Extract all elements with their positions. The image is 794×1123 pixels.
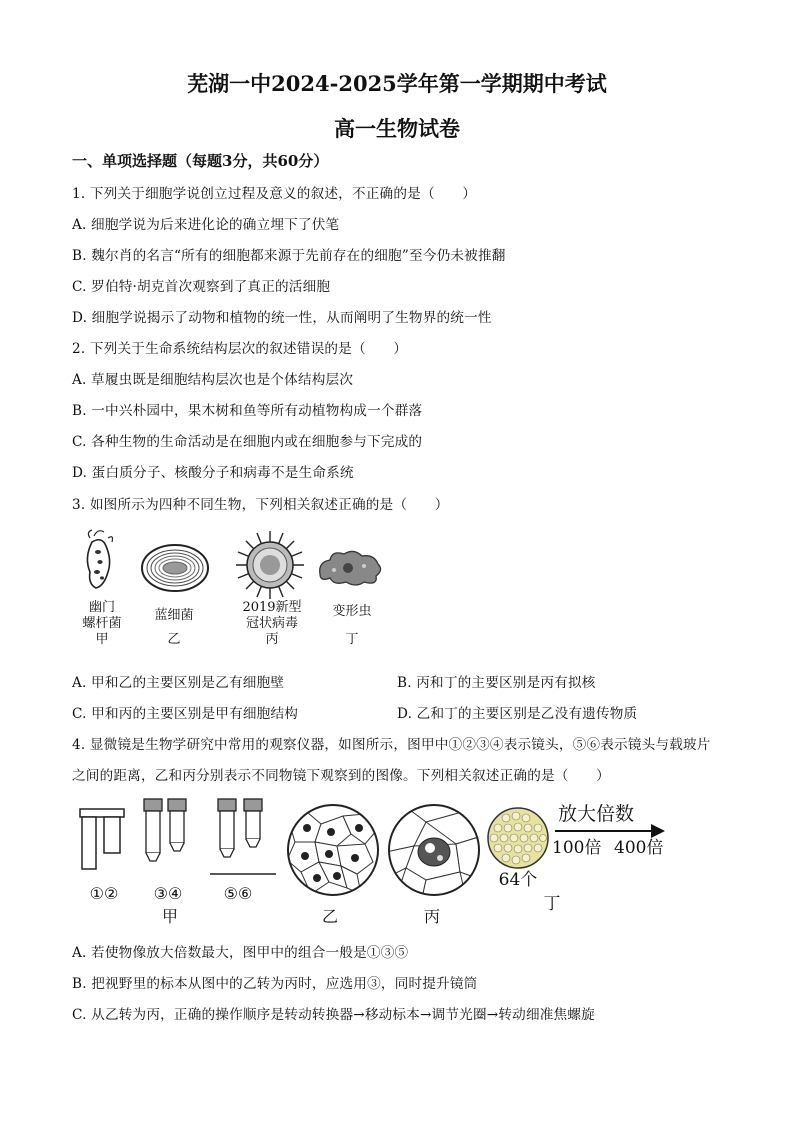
organism-tag: 丙 [265, 632, 279, 647]
q1-option-c: C. 罗伯特·胡克首次观察到了真正的活细胞 [72, 279, 331, 295]
organism-name: 蓝细菌 [154, 608, 194, 623]
q1-option-b: B. 魏尔肖的名言“所有的细胞都来源于先前存在的细胞”至今仍未被推翻 [72, 248, 506, 264]
q3-option-c: C. 甲和丙的主要区别是甲有细胞结构 [72, 706, 299, 722]
lens-distance-illustration [208, 797, 278, 879]
organism-name: 变形虫 [332, 604, 372, 619]
q1-option-a: A. 细胞学说为后来进化论的确立埋下了伏笔 [72, 217, 340, 233]
exam-subtitle: 高一生物试卷 [334, 116, 460, 141]
q1-stem: 1. 下列关于细胞学说创立过程及意义的叙述，不正确的是（ ） [72, 186, 477, 202]
magnification-low: 100倍 [552, 838, 602, 858]
magnification-title: 放大倍数 [558, 803, 635, 825]
exam-title: 芜湖一中2024-2025学年第一学期期中考试 [187, 71, 607, 96]
organism-tag: 乙 [167, 632, 181, 647]
figure-ding-label: 丁 [543, 894, 561, 914]
lens-label-56: ⑤⑥ [223, 884, 253, 903]
q2-option-b: B. 一中兴朴园中，果木树和鱼等所有动植物构成一个群落 [72, 403, 423, 419]
cell-count-label: 64个 [498, 870, 538, 890]
amoeba-illustration [316, 548, 384, 588]
q1-option-d: D. 细胞学说揭示了动物和植物的统一性，从而阐明了生物界的统一性 [72, 310, 492, 326]
q3-option-a: A. 甲和乙的主要区别是乙有细胞壁 [72, 675, 285, 691]
cyanobacteria-illustration [140, 543, 210, 593]
organism-name: 幽门 [88, 600, 115, 615]
q2-option-a: A. 草履虫既是细胞结构层次也是个体结构层次 [72, 372, 354, 388]
eyepiece-lenses-illustration [78, 805, 128, 871]
q2-option-c: C. 各种生物的生命活动是在细胞内或在细胞参与下完成的 [72, 434, 423, 450]
q4-option-a: A. 若使物像放大倍数最大，图甲中的组合一般是①③⑤ [72, 945, 409, 961]
coronavirus-illustration [234, 529, 306, 601]
organism-ding-label [322, 604, 382, 648]
field-bing-illustration [386, 802, 482, 898]
q4-option-c: C. 从乙转为丙，正确的操作顺序是转动转换器→移动标本→调节光圈→转动细准焦螺旋 [72, 1007, 595, 1023]
figure-bing-label: 丙 [423, 907, 440, 926]
q4-stem-line1: 4. 显微镜是生物学研究中常用的观察仪器，如图所示，图甲中①②③④表示镜头，⑤⑥表示镜头与载玻片 [72, 737, 711, 753]
q3-stem: 3. 如图所示为四种不同生物，下列相关叙述正确的是（ ） [72, 497, 449, 513]
magnification-high: 400倍 [614, 838, 664, 858]
organism-bing-label [236, 600, 308, 648]
figure-yi-label: 乙 [321, 907, 338, 926]
organism-name: 冠状病毒 [245, 616, 298, 631]
section-heading: 一、单项选择题（每题3分，共60分） [72, 152, 329, 170]
q2-option-d: D. 蛋白质分子、核酸分子和病毒不是生命系统 [72, 465, 354, 481]
q3-option-b: B. 丙和丁的主要区别是丙有拟核 [397, 675, 596, 691]
q2-stem: 2. 下列关于生命系统结构层次的叙述错误的是（ ） [72, 341, 408, 357]
figure-jia-label: 甲 [161, 907, 178, 926]
field-ding-illustration [486, 806, 550, 870]
objective-lenses-illustration [140, 797, 192, 865]
field-yi-illustration [285, 802, 381, 898]
q3-option-d: D. 乙和丁的主要区别是乙没有遗传物质 [397, 706, 638, 722]
helicobacter-illustration [80, 528, 120, 594]
organism-tag: 丁 [345, 632, 359, 647]
organism-name: 螺杆菌 [82, 616, 122, 631]
organism-tag: 甲 [95, 632, 109, 647]
q4-stem-line2: 之间的距离，乙和丙分别表示不同物镜下观察到的图像。下列相关叙述正确的是（ ） [72, 768, 610, 784]
organism-name: 2019新型 [242, 600, 302, 615]
organism-yi-label [146, 608, 202, 648]
lens-label-34: ③④ [153, 884, 183, 903]
lens-label-12: ①② [89, 884, 119, 903]
q4-option-b: B. 把视野里的标本从图中的乙转为丙时，应选用③，同时提升镜筒 [72, 976, 478, 992]
organism-jia-label [74, 600, 130, 648]
